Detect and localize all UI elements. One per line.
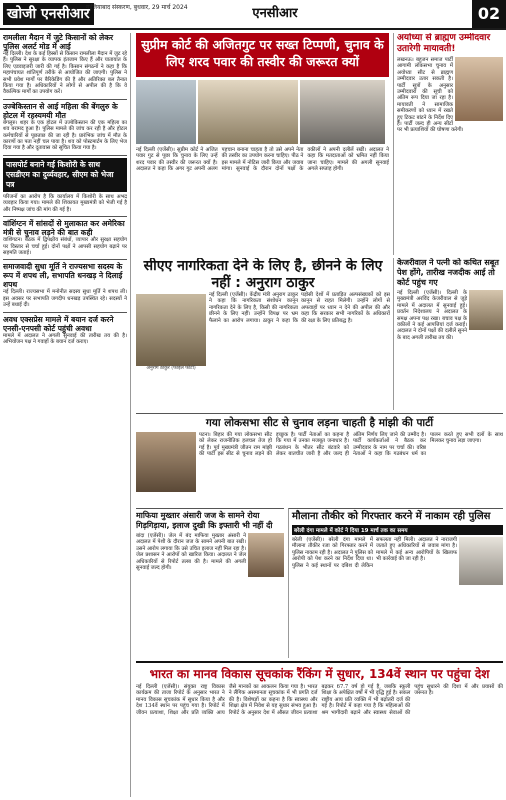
story-body: परिजनों का आरोप है कि कार्यालय में किशोरी के साथ अभद्र व्यवहार किया गया। मामले की शिकायत मुख्यमंत्री को भेजी गई है और निष्पक्ष जांच की मांग की गई है। [3, 193, 127, 213]
masthead [0, 0, 506, 30]
story-body: वाशिंगटन। बैठक में द्विपक्षीय संबंधों, व्यापार और सुरक्षा सहयोग पर विस्तार से चर्चा हुई। दोनों पक्षों ने आपसी सहयोग बढ़ाने पर सहमति जताई। [3, 237, 127, 256]
headline[interactable]: अवध एक्सप्रेस मामले में बयान दर्ज करने एनसी-एनपसी कोर्ट पहुंची अवधा [3, 314, 114, 333]
story-kejriwal [393, 258, 503, 410]
story-passport [3, 158, 127, 213]
headline[interactable]: उज्बेकिस्तान से आई महिला की बेंगलुरु के होटल में रहस्यमयी मौत [3, 101, 118, 120]
headline[interactable]: समाजवादी सुधा मूर्ति ने राज्यसभा सदस्य के रूप में शपथ ली, सभापति धनखड़ ने दिलाई शपथ [3, 262, 123, 290]
story-body: नई दिल्ली। देश के कई हिस्सों से किसान रामलीला मैदान में जुट रहे हैं। पुलिस ने सुरक्षा के व्यापक इंतजाम किए हैं और यातायात के लिए एडवाइजरी जारी की गई है। किसान संगठनों ने कहा है कि महापंचायत शांतिपूर्ण तरीके से आयोजित की जाएगी। पुलिस ने सभी प्रवेश मार्गों पर बैरिकेडिंग की है और अतिरिक्त बल तैनात किया गया है। अधिकारियों ने लोगों से अपील की है कि वे वैकल्पिक मार्गों का उपयोग करें। [3, 51, 127, 96]
story-mayawati [393, 33, 503, 255]
lead-body: नई दिल्ली (एजेंसी)। सुप्रीम कोर्ट ने अजित पवार गुट से पूछा कि चुनाव के लिए उन्हें शरद पवार की तस्वीर की जरूरत क्यों है। अदालत ने कहा कि अगर गुट अपनी अलग पहचान बनाना चाहता है तो उसे अपने नेता की तस्वीर का उपयोग करना चाहिए। पीठ ने इस मामले में नोटिस जारी किया और जवाब मांगा। सुनवाई के दौरान दोनों पक्षों के वकीलों ने अपनी दलीलें रखीं। अदालत ने कहा कि मतदाताओं को भ्रमित नहीं किया जाना चाहिए। मामले की अगली सुनवाई अगले सप्ताह होगी। [136, 147, 389, 173]
headline[interactable]: अयोध्या से ब्राह्मण उम्मीदवार उतारेगी मायावती! [397, 33, 491, 54]
photo-sharad-pawar [300, 80, 385, 144]
story-anurag-thakur [136, 258, 390, 410]
photo-mayawati [455, 57, 503, 121]
subheadline: बरेली दंगा मामले में कोर्ट ने दिया 19 मार्च तक का समय [292, 525, 503, 535]
headline[interactable]: भारत का मानव विकास सूचकांक रैंकिंग में सुधार, 134वें स्थान पर पहुंचा देश [149, 667, 490, 681]
headline[interactable]: वांशिंग्टन में सांसदों से मुलाकात कर अमेरिका मंत्री से चुनाव लड़ने की बात कही [3, 219, 125, 238]
section-name: एनसीआर [252, 6, 298, 21]
headline[interactable]: माफिया मुख्तार अंसारी जज के सामने रोया गिड़गिड़ाया, इलाज दुखी कि इफ्तारी भी नहीं दी [136, 511, 273, 530]
story-body: नई दिल्ली (एजेंसी)। संयुक्त राष्ट्र विकास कार्यक्रम की ताजा रिपोर्ट के अनुसार भारत ने मानव विकास सूचकांक में सुधार किया है और देश 134वें स्थान पर पहुंच गया है। रिपोर्ट में जीवन प्रत्याशा, शिक्षा और प्रति व्यक्ति आय जैसे मानकों का आकलन किया गया है। भारत ने लैंगिक असमानता सूचकांक में भी प्रगति दर्ज की है। विशेषज्ञों का कहना है कि स्वास्थ्य और शिक्षा क्षेत्र में निवेश से यह सुधार संभव हुआ है। रिपोर्ट के अनुसार देश में औसत जीवन प्रत्याशा बढ़कर 67.7 वर्ष हो गई है, जबकि स्कूली शिक्षा के अपेक्षित वर्षों में भी वृद्धि हुई है। सकल राष्ट्रीय आय प्रति व्यक्ति में भी बढ़ोतरी दर्ज की गई है। रिपोर्ट में कहा गया है कि महिलाओं की श्रम भागीदारी बढ़ाने और स्वास्थ्य सेवाओं की पहुंच सुधारने की दिशा में और प्रयासों की जरूरत है। [136, 684, 503, 716]
photo-mukhtar-ansari [248, 533, 284, 577]
headline[interactable]: पासपोर्ट बनाने गई किशोरी के साथ एसडीएम का दुर्व्यवहार, सीएम को भेजा पत्र [3, 158, 127, 192]
dateline: गाजियाबाद संस्करण, बुधवार, 29 मार्च 2024 [86, 4, 188, 11]
story-body: नई दिल्ली (एजेंसी)। केंद्रीय मंत्री अनुराग ठाकुर ने कहा कि नागरिकता संशोधन कानून नागरिकता देने के लिए है, किसी की नागरिकता छीनने के लिए नहीं। उन्होंने विपक्ष पर भ्रम फैलाने का आरोप लगाया। ठाकुर ने कहा कि पड़ोसी देशों में प्रताड़ित अल्पसंख्यकों को इस कानून से राहत मिलेगी। उन्होंने लोगों से अफवाहों पर ध्यान न देने की अपील की और कहा कि सरकार सभी नागरिकों के अधिकारों की रक्षा के लिए प्रतिबद्ध है। [209, 292, 390, 324]
lead-photos [136, 80, 389, 144]
story-india-hdi [136, 661, 503, 797]
brand-logo: खोजी एनसीआर [3, 3, 94, 25]
left-column [3, 33, 131, 797]
headline[interactable]: केजरीवाल ने पत्नी को कथित सबूत पेश होंगे, तारीख नजदीक आई तो कोर्ट पहुंच गए [397, 258, 499, 287]
story-body: बांदा (एजेंसी)। जेल में बंद माफिया मुख्तार अंसारी ने अदालत में पेशी के दौरान जज के सामने अपनी बात रखी। उसने आरोप लगाया कि उसे उचित इलाज नहीं मिल रहा है। जेल प्रशासन ने आरोपों को खारिज किया। अदालत ने जेल अधिकारियों से रिपोर्ट तलब की है। मामले की अगली सुनवाई जल्द होगी। [136, 533, 246, 572]
story-body: लखनऊ। बहुजन समाज पार्टी आगामी लोकसभा चुनाव में अयोध्या सीट से ब्राह्मण उम्मीदवार उतार सकती है। पार्टी सूत्रों के अनुसार उम्मीदवारों की सूची को अंतिम रूप दिया जा रहा है। मायावती ने सामाजिक समीकरणों को ध्यान में रखते हुए टिकट बांटने के निर्देश दिए हैं। पार्टी जल्द ही अन्य सीटों पर भी प्रत्याशियों की घोषणा करेगी। [397, 57, 464, 134]
headline[interactable]: रामलीला मैदान में जुटे किसानों को लेकर पुलिस अलर्ट मोड में आई [3, 33, 114, 51]
story-maulana-tauqeer [288, 508, 503, 658]
headline[interactable]: गया लोकसभा सीट से चुनाव लड़ना चाहती है मांझी की पार्टी [205, 417, 434, 429]
photo-ajit-pawar [136, 80, 196, 144]
headline[interactable]: मौलाना तौकीर को गिरफ्तार करने में नाकाम रही पुलिस [292, 511, 491, 522]
story-body: मामले में अदालत ने अगली सुनवाई की तारीख तय की है। अभियोजन पक्ष ने गवाहों के बयान दर्ज कराए। [3, 332, 127, 345]
lead-banner [136, 33, 389, 77]
story-body: नई दिल्ली (एजेंसी)। दिल्ली के मुख्यमंत्री अरविंद केजरीवाल से जुड़े मामले में अदालत में सुनवाई हुई। प्रवर्तन निदेशालय ने अदालत के समक्ष अपना पक्ष रखा। बचाव पक्ष के वकीलों ने कई आपत्तियां दर्ज कराईं। अदालत ने दोनों पक्षों की दलीलें सुनने के बाद अगली तारीख तय की। [397, 290, 467, 341]
story-gaya [136, 413, 503, 505]
photo-anurag-thakur [136, 294, 206, 366]
story-uzbek [3, 102, 127, 152]
story-body: बेंगलुरु। शहर के एक होटल में उज्बेकिस्तान की एक महिला का शव बरामद हुआ है। पुलिस मामले की जांच कर रही है और होटल कर्मचारियों से पूछताछ की जा रही है। प्रारंभिक जांच में मौत के कारणों का पता नहीं चल पाया है। शव को पोस्टमार्टम के लिए भेज दिया गया है और दूतावास को सूचित किया गया है। [3, 119, 127, 152]
story-body: बरेली (एजेंसी)। बरेली दंगा मामले में मौलाना तौकीर रजा को गिरफ्तार करने में पुलिस नाकाम रही है। अदालत ने पुलिस को आरोपी को पेश करने का निर्देश दिया था। पुलिस ने कई स्थानों पर दबिश दी लेकिन सफलता नहीं मिली। अदालत ने नाराजगी जताते हुए अधिकारियों से जवाब मांगा है। मामले में कई अन्य आरोपियों के खिलाफ भी कार्रवाई की जा रही है। [292, 537, 457, 569]
page-number: 02 [472, 0, 506, 28]
story-mukhtar-ansari [136, 508, 284, 658]
photo-kejriwal [469, 290, 503, 330]
headline[interactable]: सीएए नागरिकता देने के लिए है, छीनने के लिए नहीं : अनुराग ठाकुर [143, 258, 383, 291]
photo-caption: अनुराग ठाकुर (फाइल फोटो) [146, 366, 196, 371]
story-washington [3, 219, 127, 256]
photo-maulana-tauqeer [459, 537, 503, 585]
lead-headline[interactable]: सुप्रीम कोर्ट की अजितगुट पर सख्त टिप्पणी, चुनाव के लिए शरद पवार की तस्वीर की जरूरत क्यों [141, 37, 384, 69]
story-sudha-murthy [3, 262, 127, 308]
story-ramlila [3, 33, 127, 96]
story-awadh [3, 315, 127, 346]
story-body: पटना। बिहार की गया लोकसभा सीट को लेकर राजनीतिक हलचल तेज हो गई है। पूर्व मुख्यमंत्री जीतन राम मांझी की पार्टी इस सीट से चुनाव लड़ने की इच्छुक है। पार्टी नेताओं का कहना है कि गया में उनका मजबूत जनाधार है। गठबंधन के भीतर सीट बंटवारे को लेकर बातचीत जारी है और जल्द ही अंतिम निर्णय लिए जाने की उम्मीद है। पार्टी कार्यकर्ताओं ने बैठक कर उम्मीदवार के नाम पर चर्चा की। वरिष्ठ नेताओं ने कहा कि गठबंधन धर्म का पालन करते हुए सभी दलों के साथ मिलकर चुनाव लड़ा जाएगा। [199, 432, 503, 458]
photo-supreme-court-building [198, 80, 298, 144]
story-supreme-court [136, 33, 389, 255]
story-body: नई दिल्ली। राज्यसभा में मनोनीत सदस्य सुधा मूर्ति ने शपथ ली। इस अवसर पर सभापति जगदीप धनखड़ उपस्थित रहे। सदस्यों ने उन्हें बधाई दी। [3, 289, 127, 309]
photo-jitan-ram-manjhi [136, 432, 196, 492]
